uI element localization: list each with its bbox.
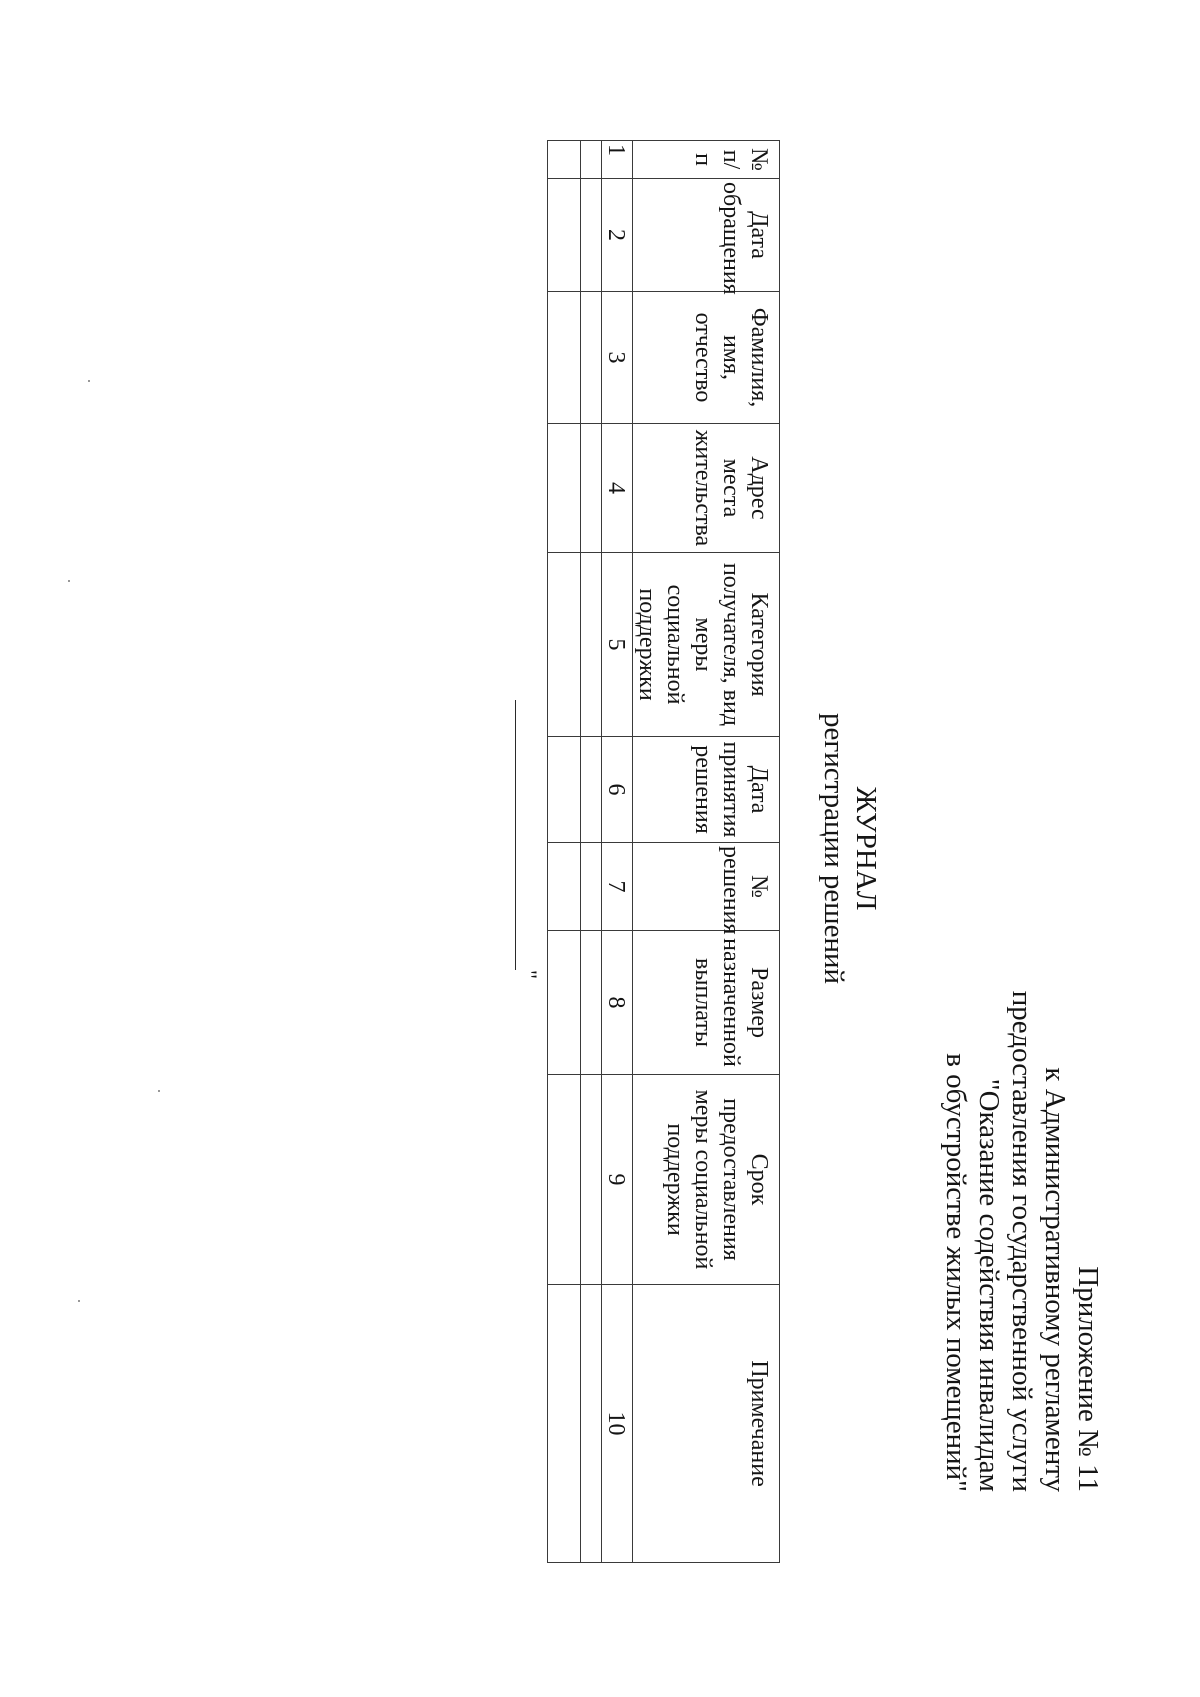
table-cell bbox=[548, 931, 581, 1075]
table-header-row bbox=[633, 141, 780, 1563]
table-cell bbox=[548, 843, 581, 931]
document-title bbox=[818, 440, 882, 1257]
column-number: 2 bbox=[602, 179, 633, 292]
table-cell bbox=[581, 292, 602, 424]
column-number: 3 bbox=[602, 292, 633, 424]
table-cell bbox=[581, 179, 602, 292]
column-number: 6 bbox=[602, 737, 633, 843]
column-number: 8 bbox=[602, 931, 633, 1075]
header-cell: Размер назначенной выплаты bbox=[633, 931, 780, 1075]
table-cell bbox=[581, 931, 602, 1075]
appendix-line: к Административному регламенту bbox=[1039, 1067, 1071, 1492]
table-cell bbox=[581, 1075, 602, 1285]
table-cell bbox=[548, 292, 581, 424]
table-cell bbox=[581, 553, 602, 737]
appendix-line: в обустройстве жилых помещений" bbox=[940, 1053, 972, 1492]
header-cell: Категория получателя, вид меры социальной поддержки bbox=[633, 553, 780, 737]
scan-speck bbox=[68, 580, 70, 582]
signature-line bbox=[515, 700, 516, 970]
table-cell bbox=[548, 179, 581, 292]
appendix-header bbox=[939, 991, 1104, 1492]
table-cell bbox=[548, 1285, 581, 1563]
table-cell bbox=[548, 737, 581, 843]
column-number: 5 bbox=[602, 553, 633, 737]
table-cell bbox=[581, 1285, 602, 1563]
header-cell: Дата принятия решения bbox=[633, 737, 780, 843]
table-cell bbox=[548, 141, 581, 179]
table-row bbox=[581, 141, 602, 1563]
header-cell: Срок предоставления меры социальной поддержки bbox=[633, 1075, 780, 1285]
table-cell bbox=[581, 141, 602, 179]
header-cell: Примечание bbox=[633, 1285, 780, 1563]
table-row bbox=[548, 141, 581, 1563]
appendix-line: предоставления государственной услуги bbox=[1006, 990, 1038, 1492]
table-cell bbox=[581, 424, 602, 553]
header-cell: Адрес места жительства bbox=[633, 424, 780, 553]
scan-speck bbox=[78, 1300, 80, 1302]
table-cell bbox=[548, 553, 581, 737]
title-main: ЖУРНАЛ bbox=[850, 786, 882, 911]
header-cell: № п/п bbox=[633, 141, 780, 179]
appendix-line: "Оказание содействия инвалидам bbox=[973, 1078, 1005, 1492]
table-cell bbox=[581, 843, 602, 931]
column-number: 7 bbox=[602, 843, 633, 931]
column-number: 4 bbox=[602, 424, 633, 553]
column-number-row bbox=[602, 141, 633, 1563]
header-cell: Дата обращения bbox=[633, 179, 780, 292]
header-cell: Фамилия, имя, отчество bbox=[633, 292, 780, 424]
quote-mark: " bbox=[517, 970, 542, 979]
scan-speck bbox=[88, 380, 90, 382]
title-sub: регистрации решений bbox=[818, 713, 850, 984]
register-table bbox=[547, 140, 780, 1563]
scan-speck bbox=[158, 1090, 160, 1092]
appendix-number: Приложение № 11 bbox=[1072, 1266, 1104, 1492]
table-cell bbox=[548, 1075, 581, 1285]
header-cell: № решения bbox=[633, 843, 780, 931]
table-cell bbox=[581, 737, 602, 843]
column-number: 1 bbox=[602, 141, 633, 179]
column-number: 10 bbox=[602, 1285, 633, 1563]
table-cell bbox=[548, 424, 581, 553]
column-number: 9 bbox=[602, 1075, 633, 1285]
